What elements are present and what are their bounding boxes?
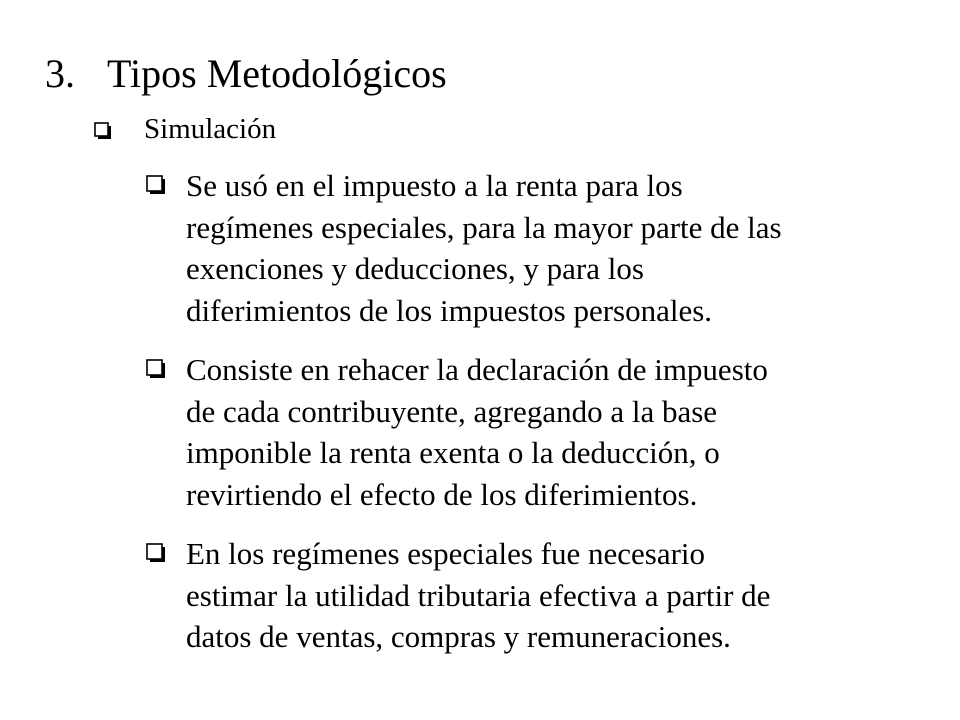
text-line: diferimientos de los impuestos personales.	[186, 292, 713, 328]
list-item	[146, 349, 936, 515]
square-bullet-icon	[146, 543, 166, 563]
text-line: revirtiendo el efecto de los diferimientos.	[186, 476, 698, 512]
list-item	[146, 533, 936, 658]
text-line: datos de ventas, compras y remuneraciones.	[186, 619, 731, 654]
bullet-list	[146, 165, 936, 676]
text-line: regímenes especiales, para la mayor parte de las	[186, 209, 782, 245]
text-line: Se usó en el impuesto a la renta para los	[186, 168, 683, 203]
text-line: exenciones y deducciones, y para los	[186, 251, 644, 286]
slide-title	[45, 46, 447, 102]
square-bullet-icon	[146, 359, 166, 379]
list-item-text	[186, 349, 936, 515]
text-line: estimar la utilidad tributaria efectiva a partir de	[186, 577, 771, 613]
square-bullet-icon	[94, 122, 114, 140]
text-line: de cada contribuyente, agregando a la base	[186, 393, 718, 429]
text-line: En los regímenes especiales fue necesario	[186, 536, 706, 571]
title-text: Tipos Metodológicos	[107, 51, 447, 96]
title-number: 3.	[45, 51, 75, 96]
list-item-text	[186, 533, 936, 658]
square-bullet-icon	[146, 175, 166, 195]
subheading-label: Simulación	[144, 113, 277, 145]
list-item	[146, 165, 936, 331]
text-line: Consiste en rehacer la declaración de impuesto	[186, 352, 768, 387]
text-line: imponible la renta exenta o la deducción, o	[186, 435, 720, 470]
list-item-text	[186, 165, 936, 331]
subheading	[94, 110, 276, 148]
